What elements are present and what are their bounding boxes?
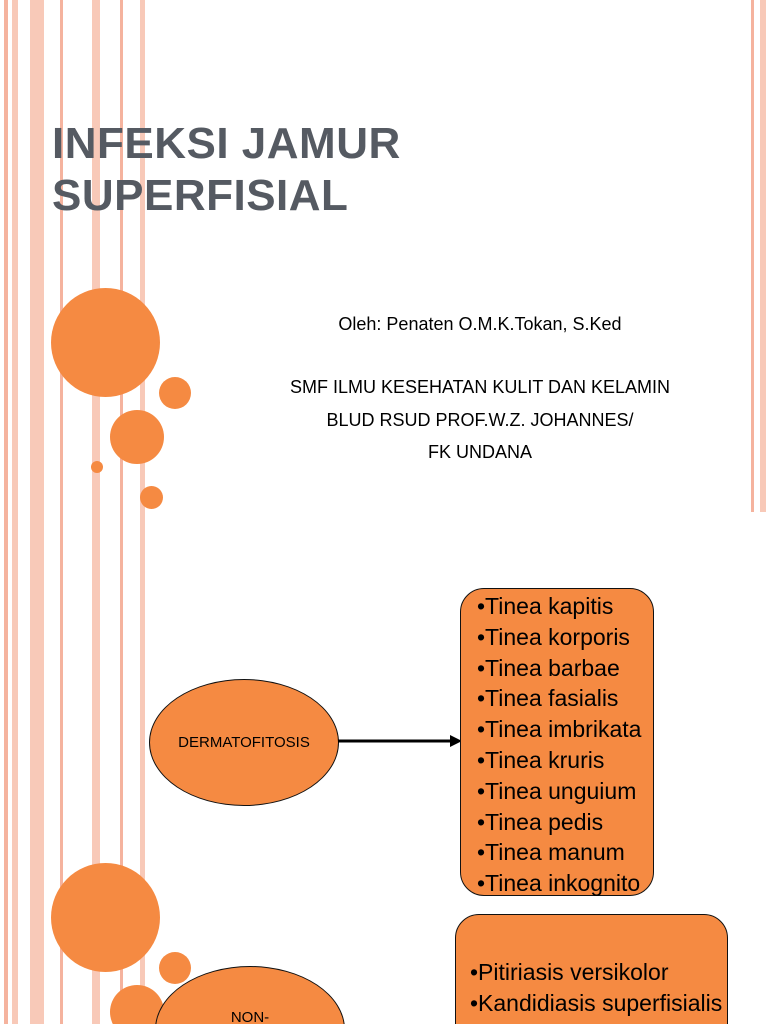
decor-stripe <box>4 512 8 1024</box>
list-item: •Tinea fasialis <box>477 685 619 712</box>
decor-circle <box>91 461 103 473</box>
dermatofitosis-node <box>149 679 339 806</box>
affiliation-line-1: SMF ILMU KESEHATAN KULIT DAN KELAMIN <box>289 377 671 397</box>
connector-arrow <box>338 733 464 749</box>
decor-stripe <box>12 0 18 512</box>
dermatofitosis-list-box <box>460 588 654 896</box>
classification-slide <box>0 512 768 1024</box>
list-item: •Pitiriasis versikolor <box>470 959 669 985</box>
decor-stripe <box>30 0 44 512</box>
title-line-1: INFEKSI JAMUR <box>52 119 401 168</box>
decor-circle <box>51 863 160 972</box>
non-dermatofitosis-label: NON- <box>230 1009 270 1024</box>
decor-circle <box>110 410 164 464</box>
list-item: •Kandidiasis superfisialis <box>470 989 723 1016</box>
author-line: Oleh: Penaten O.M.K.Tokan, S.Ked <box>338 314 622 334</box>
list-item: •Tinea kapitis <box>477 593 614 619</box>
decor-stripe <box>92 0 100 512</box>
decor-stripe <box>751 0 754 512</box>
dermatofitosis-label: DERMATOFITOSIS <box>178 734 310 751</box>
page-title <box>52 118 401 222</box>
list-item: •Tinea barbae <box>477 654 620 681</box>
non-dermatofitosis-list-box <box>455 914 728 1024</box>
list-item: •Tinea manum <box>477 839 625 866</box>
list-item: •Tinea pedis <box>477 808 604 835</box>
affiliation-line-2: BLUD RSUD PROF.W.Z. JOHANNES/ <box>326 410 634 430</box>
decor-circle <box>159 952 191 984</box>
list-item: •Tinea korporis <box>477 623 630 650</box>
list-item: •Tinea inkognito <box>477 870 641 897</box>
decor-circle <box>159 377 191 409</box>
list-item: •Tinea imbrikata <box>477 716 642 743</box>
title-line-2: SUPERFISIAL <box>52 171 349 220</box>
decor-circle <box>140 486 163 509</box>
decor-circle <box>51 288 160 397</box>
affiliation-line-3: FK UNDANA <box>427 442 532 462</box>
decor-stripe <box>4 0 8 512</box>
decor-stripe <box>12 512 18 1024</box>
decor-stripe <box>30 512 44 1024</box>
decor-stripe <box>760 0 766 512</box>
decor-stripe <box>60 0 63 512</box>
list-item: •Tinea unguium <box>477 777 637 804</box>
list-item: •Tinea kruris <box>477 746 605 773</box>
